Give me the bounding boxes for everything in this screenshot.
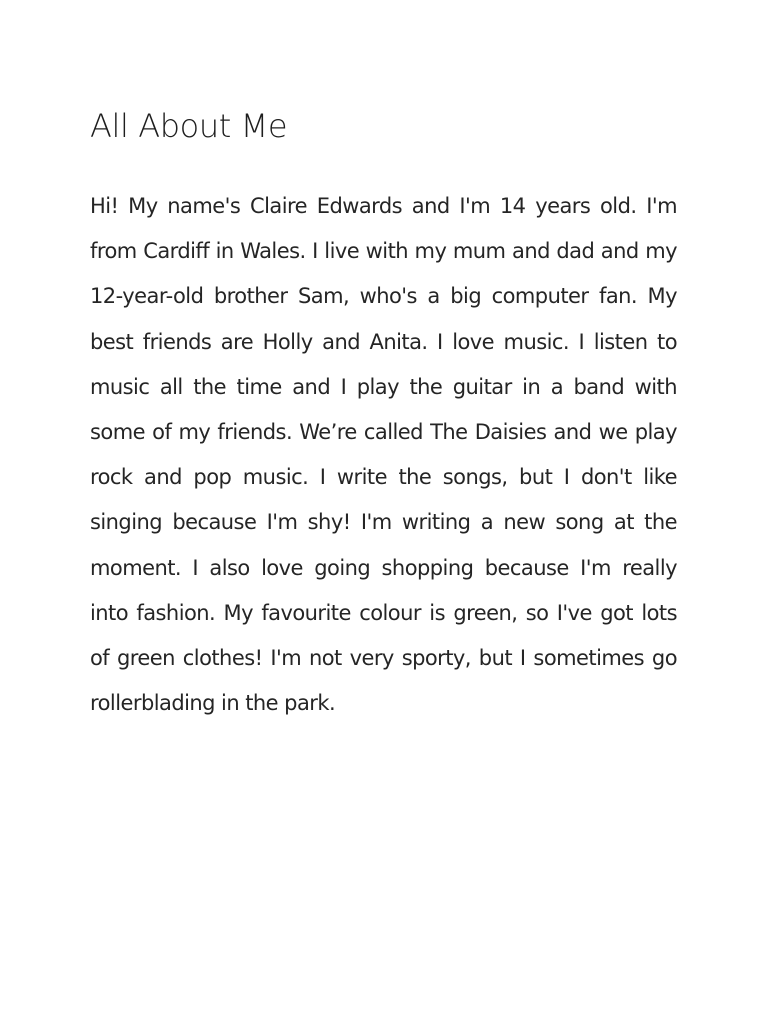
document-page xyxy=(90,104,677,726)
body-paragraph: Hi! My name's Claire Edwards and I'm 14 years old. I'm from Cardiff in Wales. I live with my mum and dad and my 12-year-old brother Sam, who's a big computer fan. My best friends are Holly and Anita. I love music. I listen to music all the time and I play the guitar in a band with some of my friends. We’re called The Daisies and we play rock and pop music. I write the songs, but I don't like singing because I'm shy! I'm writing a new song at the moment. I also love going shopping because I'm really into fashion. My favourite colour is green, so I've got lots of green clothes! I'm not very sporty, but I sometimes go rollerblading in the park. xyxy=(90,194,677,716)
page-title: All About Me xyxy=(90,107,288,145)
